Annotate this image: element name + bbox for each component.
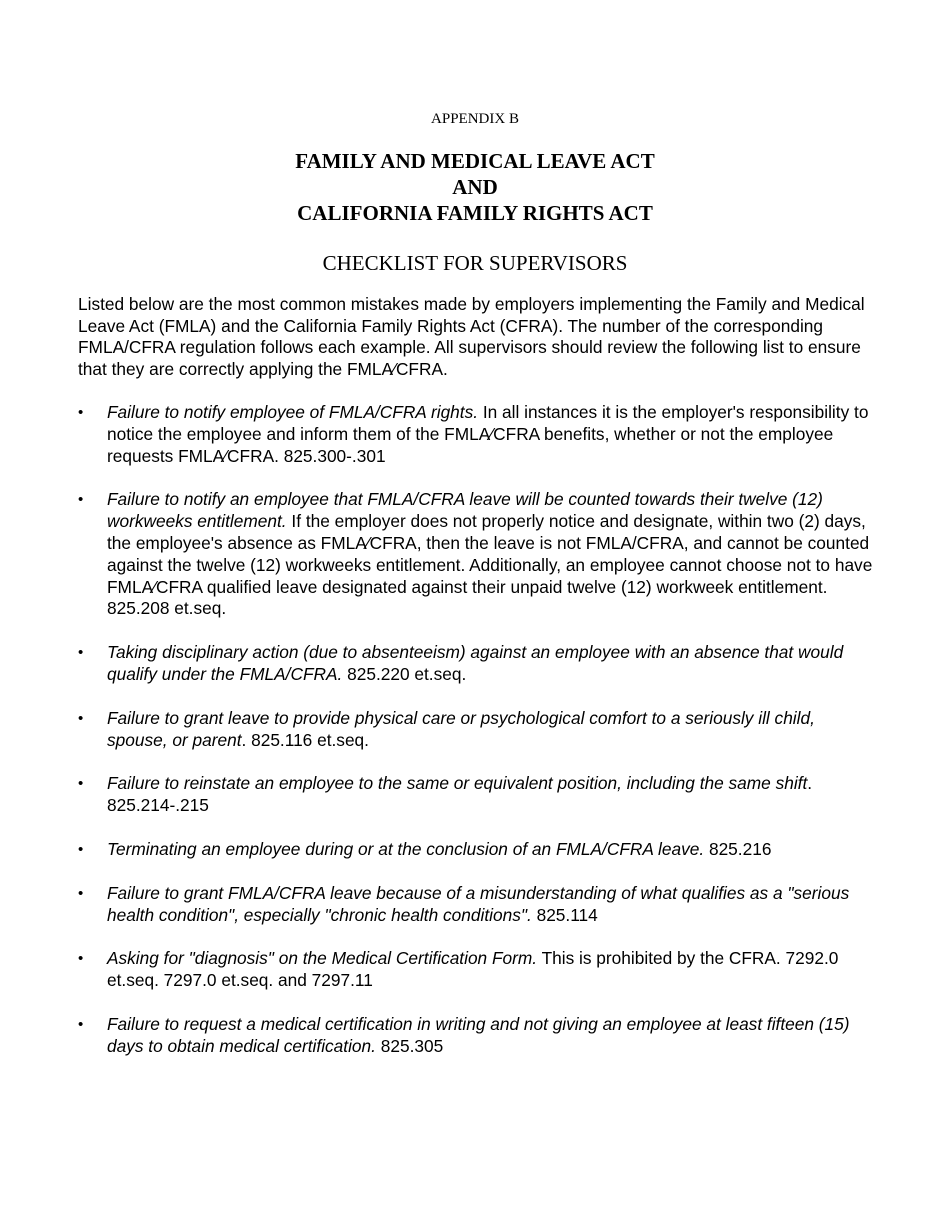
item-body: 825.114 (531, 904, 598, 925)
bullet-icon: • (78, 840, 84, 858)
item-body: 825.305 (375, 1035, 444, 1056)
bullet-icon: • (78, 1015, 84, 1033)
checklist-item (78, 839, 878, 861)
item-lead: Taking disciplinary action (due to absenteeism) against an employee with an absence that would qualify under the FMLA/CFRA. (107, 642, 844, 684)
document-subtitle: CHECKLIST FOR SUPERVISORS (322, 251, 628, 275)
checklist-item (78, 642, 878, 686)
bullet-icon: • (78, 491, 84, 509)
item-lead: Terminating an employee during or at the conclusion of an FMLA/CFRA leave. (107, 838, 705, 859)
item-body: . 825.214-.215 (107, 773, 813, 816)
title-line: FAMILY AND MEDICAL LEAVE ACT (295, 149, 655, 173)
item-body: If the employer does not properly notice and designate, within two (2) days, the employee's absence as FMLA⁄CFRA, then the leave is not FMLA/CFRA, and cannot be counted against the twelve (12) workweeks entitlement. Additionally, an employee cannot choose not to have FMLA⁄CFRA qualified leave designated against their unpaid twelve (12) workweek entitlement. 825.208 et.seq. (107, 511, 873, 619)
item-body: In all instances it is the employer's responsibility to notice the employee and inform them of the FMLA⁄CFRA benefits, whether or not the employee requests FMLA⁄CFRA. 825.300-.301 (107, 402, 869, 466)
checklist-item (78, 402, 878, 467)
bullet-icon: • (78, 884, 84, 902)
document-title (0, 148, 950, 226)
bullet-icon: • (78, 644, 84, 662)
item-lead: Failure to request a medical certification in writing and not giving an employee at least fifteen (15) days to obtain medical certification. (107, 1013, 850, 1056)
title-line: AND (452, 175, 498, 199)
item-lead: Failure to notify employee of FMLA/CFRA rights. (107, 402, 479, 422)
checklist-item (78, 708, 878, 752)
item-body: 825.220 et.seq. (342, 663, 467, 684)
item-lead: Failure to grant leave to provide physical care or psychological comfort to a seriously ill child, spouse, or parent (107, 707, 815, 750)
bullet-icon: • (78, 775, 84, 793)
item-lead: Failure to grant FMLA/CFRA leave because of a misunderstanding of what qualifies as a "serious health condition", especially "chronic health conditions". (107, 882, 850, 925)
checklist-item (78, 489, 878, 620)
checklist-item (78, 883, 878, 927)
bullet-icon: • (78, 950, 84, 968)
checklist-item (78, 948, 878, 992)
intro-paragraph: Listed below are the most common mistakes made by employers implementing the Family and Medical Leave Act (FMLA) and the California Family Rights Act (CFRA). The number of the corresponding FMLA/CFRA regulation follows each example. All supervisors should review the following list to ensure that they are correctly applying the FMLA⁄CFRA. (78, 294, 865, 379)
item-lead: Failure to reinstate an employee to the same or equivalent position, including the same shift (107, 773, 808, 794)
item-body: This is prohibited by the CFRA. 7292.0 et.seq. 7297.0 et.seq. and 7297.11 (107, 948, 839, 991)
bullet-icon: • (78, 709, 84, 727)
appendix-label: APPENDIX B (431, 111, 519, 127)
checklist (78, 402, 878, 1080)
checklist-item (78, 773, 878, 817)
item-body: . 825.116 et.seq. (241, 729, 369, 750)
item-body: 825.216 (704, 838, 772, 859)
title-line: CALIFORNIA FAMILY RIGHTS ACT (297, 201, 653, 225)
item-lead: Asking for "diagnosis" on the Medical Certification Form. (107, 948, 538, 969)
bullet-icon: • (78, 404, 84, 421)
item-lead: Failure to notify an employee that FMLA/CFRA leave will be counted towards their twelve (12) workweeks entitlement. (107, 489, 823, 532)
checklist-item (78, 1014, 878, 1058)
